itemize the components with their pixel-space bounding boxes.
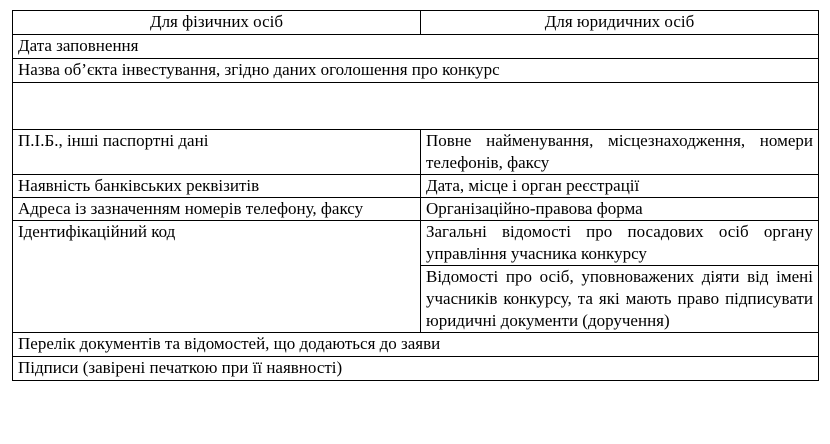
table-row bbox=[13, 59, 819, 83]
application-form-table bbox=[12, 10, 819, 381]
table-row bbox=[13, 35, 819, 59]
authorized-right-cell: Відомості про осіб, уповноважених діяти від імені учасників конкурсу, та які мають право підписувати юридичні документи (доручення) bbox=[421, 266, 819, 333]
header-legal-entities: Для юридичних осіб bbox=[421, 11, 819, 35]
fill-date-cell: Дата заповнення bbox=[13, 35, 819, 59]
full-name-right-cell: Повне найменування, місцезнаходження, номери телефонів, факсу bbox=[421, 130, 819, 175]
table-row bbox=[13, 357, 819, 381]
officials-right-cell: Загальні відомості про посадових осіб органу управління учасника конкурсу bbox=[421, 221, 819, 266]
documents-list-cell: Перелік документів та відомостей, що додаються до заяви bbox=[13, 333, 819, 357]
object-name-cell: Назва об’єкта інвестування, згідно даних оголошення про конкурс bbox=[13, 59, 819, 83]
table-row bbox=[13, 198, 819, 221]
table-row bbox=[13, 130, 819, 175]
header-row bbox=[13, 11, 819, 35]
id-code-left-cell: Ідентифікаційний код bbox=[13, 221, 421, 333]
signatures-cell: Підписи (завірені печаткою при її наявності) bbox=[13, 357, 819, 381]
full-name-left-cell: П.І.Б., інші паспортні дані bbox=[13, 130, 421, 175]
address-left-cell: Адреса із зазначенням номерів телефону, факсу bbox=[13, 198, 421, 221]
table-row bbox=[13, 221, 819, 266]
table-row bbox=[13, 175, 819, 198]
empty-cell bbox=[13, 83, 819, 130]
table-row bbox=[13, 83, 819, 130]
table-row bbox=[13, 333, 819, 357]
bank-left-cell: Наявність банківських реквізитів bbox=[13, 175, 421, 198]
header-individuals: Для фізичних осіб bbox=[13, 11, 421, 35]
bank-right-cell: Дата, місце і орган реєстрації bbox=[421, 175, 819, 198]
address-right-cell: Організаційно-правова форма bbox=[421, 198, 819, 221]
